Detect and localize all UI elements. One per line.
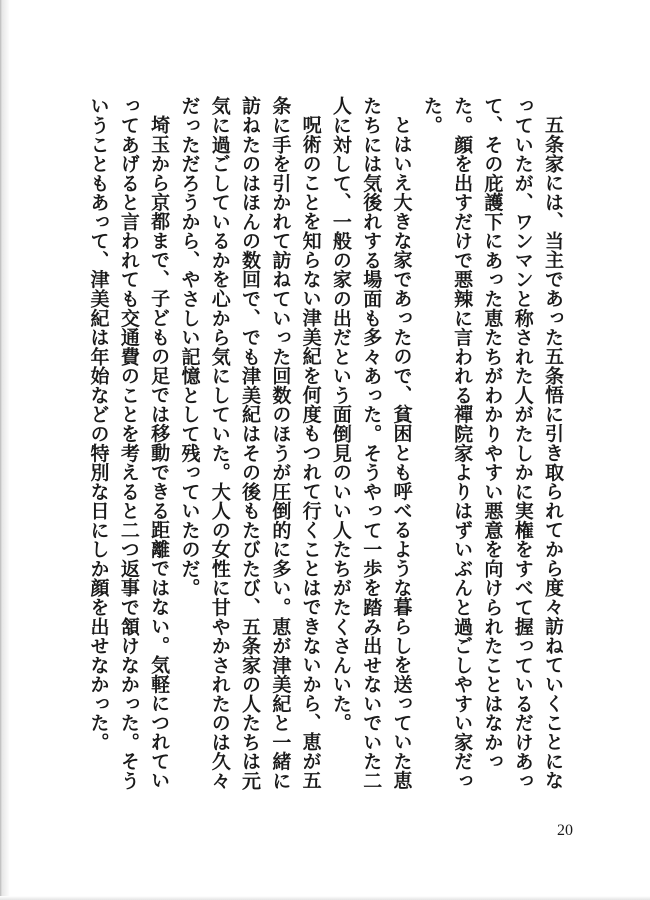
paragraph: 呪術のことを知らない津美紀を何度もつれて行くことはできないから、恵が五条に手を引かれて訪ねていった回数のほうが圧倒的に多い。恵が津美紀と一緒に訪ねたのはほんの数回で、でも津美紀はその後もたびたび、五条家の人たちは元気に過ごしているかを心から気にしていた。大人の女性に甘やかされたのは久々だっただろうから、やさしい記憶として残っていたのだ。	[178, 96, 322, 791]
paragraph: とはいえ大きな家であったので、貧困とも呼べるような暮らしを送っていた恵たちには気後れする場面も多々あった。そうやって一歩を踏み出せないでいた二人に対して、一般の家の出だという面倒見のいい人たちがたくさんいた。	[329, 96, 413, 791]
vertical-text-block	[87, 96, 568, 796]
page-number: 20	[557, 822, 573, 839]
page-bottom-edge	[0, 896, 650, 900]
paragraph: 埼玉から京都まで、子どもの足では移動できる距離ではない。気軽につれていってあげると言われても交通費のことを考えると二つ返事で頷けなかった。そういうこともあって、津美紀は年始などの特別な日にしか顔を出せなかった。	[87, 96, 171, 791]
page-gutter-shadow	[0, 0, 10, 900]
paragraph: 五条家には、当主であった五条悟に引き取られてから度々訪ねていくことになっていたが、ワンマンと称された人がたしかに実権をすべて握っているだけあって、その庇護下にあった恵たちがわかりやすい悪意を向けられたことはなかった。顔を出すだけで悪辣に言われる禪院家よりはずいぶんと過ごしやすい家だった。	[420, 96, 564, 791]
